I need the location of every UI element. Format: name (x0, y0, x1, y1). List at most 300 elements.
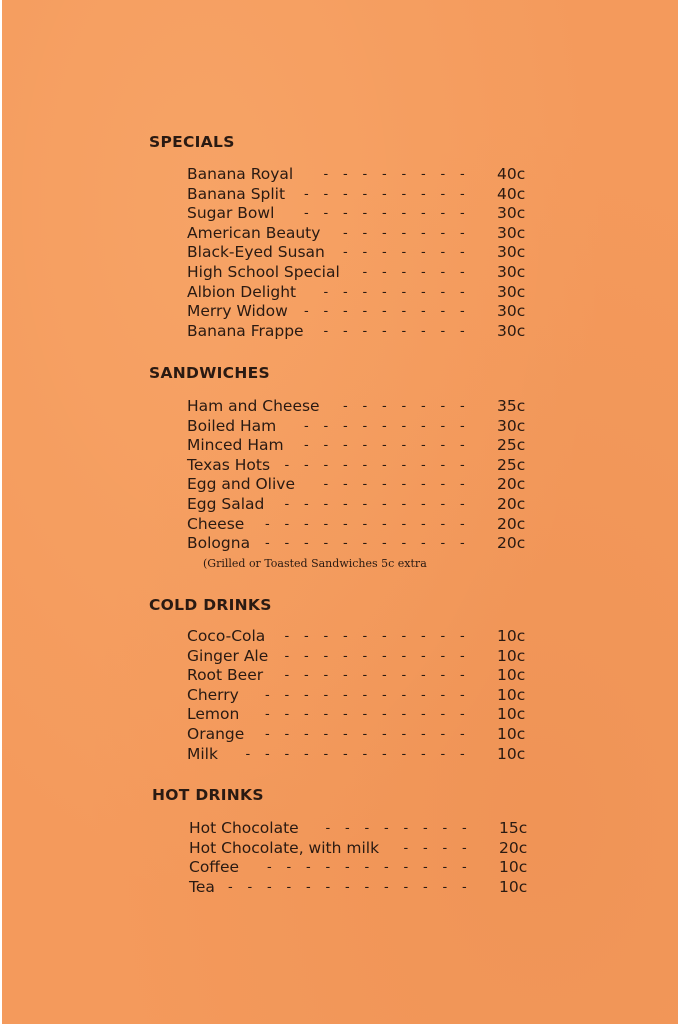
leader-dash: - (343, 707, 348, 723)
leader-dash: - (421, 284, 426, 300)
leader-dash: - (401, 516, 407, 532)
item-name: Egg and Olive (187, 475, 296, 494)
leader-dash: - (265, 746, 270, 762)
leader-dash: - (265, 687, 270, 703)
leader-dash: - (323, 687, 329, 703)
leader-dash: - (382, 707, 387, 723)
leader-dash: - (440, 284, 446, 300)
leader-dash: - (460, 477, 465, 493)
item-price: 30c (497, 321, 526, 340)
leader-dash: - (403, 879, 409, 895)
leader-dash: - (323, 206, 329, 222)
leader-dash: - (343, 536, 348, 552)
menu-item (189, 819, 534, 839)
menu-item (187, 322, 532, 342)
leader-dash: - (462, 879, 467, 895)
leader-dash: - (325, 879, 331, 895)
leader-dash: - (401, 496, 407, 512)
leader-dash: - (323, 516, 329, 532)
leader-dash: - (401, 668, 407, 684)
leader-dash: - (306, 879, 311, 895)
item-price: 30c (497, 262, 526, 281)
item-name: Albion Delight (187, 282, 297, 301)
leader-dash: - (323, 167, 329, 182)
leader-dash: - (421, 457, 426, 473)
leader-dash: - (304, 746, 309, 762)
leader-dash: - (382, 516, 387, 532)
leader-dash: - (421, 477, 426, 493)
leader-dash: - (401, 536, 407, 552)
leader-dash: - (384, 821, 389, 836)
leader-dash: - (362, 186, 368, 202)
leader-dash: - (306, 860, 311, 876)
leader-dash: - (382, 438, 387, 454)
leader-dash: - (343, 438, 348, 454)
item-price: 25c (497, 436, 526, 455)
leader-dash: - (284, 536, 290, 552)
leader-dash: - (304, 186, 309, 202)
leader-dash: - (362, 245, 368, 261)
leader-dash: - (460, 516, 465, 532)
item-price: 35c (497, 397, 526, 415)
item-name: Coffee (189, 858, 240, 877)
leader-dash: - (362, 167, 368, 182)
item-price: 10c (497, 646, 526, 665)
leader-dash: - (460, 167, 465, 182)
leader-dash: - (440, 245, 446, 261)
leader-dash: - (401, 648, 407, 664)
menu-item (187, 436, 532, 456)
leader-dash: - (460, 323, 465, 339)
leader-dash: - (440, 629, 446, 644)
leader-dash: - (423, 879, 428, 895)
item-name: Cheese (187, 514, 245, 533)
leader-dash: - (323, 323, 329, 339)
leader-dash: - (362, 496, 368, 512)
leader-dash: - (343, 225, 348, 241)
menu-item (187, 534, 532, 554)
leader-dash: - (382, 206, 387, 222)
menu-item (189, 858, 534, 878)
menu-item (187, 224, 532, 244)
leader-dash: - (462, 840, 467, 856)
section-title-hot-drinks: HOT DRINKS (152, 786, 264, 804)
leader-dash: - (323, 668, 329, 684)
leader-dash: - (403, 860, 409, 876)
leader-dash: - (401, 206, 407, 222)
leader-dash: - (440, 399, 446, 414)
leader-dash: - (421, 726, 426, 742)
leader-dash: - (265, 536, 270, 552)
leader-dash: - (440, 668, 446, 684)
leader-dash: - (440, 687, 446, 703)
leader-dash: - (440, 225, 446, 241)
section-title-cold-drinks: COLD DRINKS (149, 596, 272, 614)
leader-dash: - (345, 879, 350, 895)
hot-drinks-list (189, 819, 534, 897)
leader-dash: - (421, 648, 426, 664)
leader-dash: - (462, 821, 467, 836)
leader-dash: - (304, 668, 309, 684)
leader-dash: - (440, 304, 446, 320)
leader-dash: - (362, 536, 368, 552)
item-price: 30c (497, 416, 526, 435)
leader-dash: - (382, 536, 387, 552)
leader-dash: - (382, 477, 387, 493)
leader-dash: - (460, 304, 465, 320)
leader-dash: - (343, 648, 348, 664)
leader-dash: - (460, 496, 465, 512)
leader-dash: - (323, 496, 329, 512)
leader-dash: - (323, 304, 329, 320)
item-price: 30c (497, 282, 526, 301)
leader-dash: - (440, 264, 446, 280)
item-name: Orange (187, 724, 245, 743)
item-name: Hot Chocolate, with milk (189, 838, 380, 857)
leader-dash: - (421, 496, 426, 512)
leader-dash: - (267, 879, 272, 895)
item-price: 10c (499, 858, 528, 877)
item-price: 30c (497, 243, 526, 262)
leader-dash: - (304, 726, 309, 742)
leader-dash: - (364, 860, 370, 876)
leader-dash: - (286, 879, 292, 895)
leader-dash: - (421, 167, 426, 182)
section-title-sandwiches: SANDWICHES (149, 364, 270, 382)
menu-item (187, 283, 532, 303)
leader-dash: - (362, 687, 368, 703)
leader-dash: - (421, 225, 426, 241)
leader-dash: - (382, 687, 387, 703)
leader-dash: - (382, 418, 387, 434)
leader-dash: - (265, 726, 270, 742)
leader-dash: - (304, 496, 309, 512)
leader-dash: - (440, 536, 446, 552)
item-price: 10c (497, 666, 526, 685)
leader-dash: - (364, 821, 370, 836)
leader-dash: - (304, 687, 309, 703)
leader-dash: - (362, 206, 368, 222)
leader-dash: - (325, 821, 331, 836)
leader-dash: - (440, 418, 446, 434)
leader-dash: - (304, 648, 309, 664)
leader-dash: - (460, 225, 465, 241)
leader-dash: - (362, 516, 368, 532)
leader-dash: - (382, 457, 387, 473)
leader-dash: - (362, 399, 368, 414)
leader-dash: - (284, 629, 290, 644)
menu-item (187, 185, 532, 205)
menu-item (187, 165, 532, 185)
leader-dash: - (304, 536, 309, 552)
leader-dash: - (382, 668, 387, 684)
leader-dash: - (323, 284, 329, 300)
leader-dash: - (382, 648, 387, 664)
leader-dash: - (382, 225, 387, 241)
leader-dash: - (460, 668, 465, 684)
leader-dash: - (440, 707, 446, 723)
leader-dash: - (343, 668, 348, 684)
leader-dash: - (343, 746, 348, 762)
leader-dash: - (460, 687, 465, 703)
leader-dash: - (304, 629, 309, 644)
menu-item (187, 495, 532, 515)
leader-dash: - (382, 284, 387, 300)
leader-dash: - (323, 186, 329, 202)
item-name: Minced Ham (187, 436, 284, 455)
leader-dash: - (284, 457, 290, 473)
leader-dash: - (343, 323, 348, 339)
leader-dash: - (421, 418, 426, 434)
leader-dash: - (247, 879, 253, 895)
leader-dash: - (362, 477, 368, 493)
leader-dash: - (440, 167, 446, 182)
leader-dash: - (284, 668, 290, 684)
leader-dash: - (304, 457, 309, 473)
leader-dash: - (421, 264, 426, 280)
leader-dash: - (343, 516, 348, 532)
leader-dash: - (382, 186, 387, 202)
leader-dash: - (382, 304, 387, 320)
item-name: American Beauty (187, 223, 321, 242)
cold-drinks-list (187, 627, 532, 764)
leader-dash: - (401, 186, 407, 202)
leader-dash: - (343, 284, 348, 300)
leader-dash: - (403, 821, 409, 836)
leader-dash: - (401, 726, 407, 742)
leader-dash: - (460, 186, 465, 202)
leader-dash: - (284, 726, 290, 742)
leader-dash: - (423, 860, 428, 876)
item-price: 15c (499, 819, 528, 837)
item-price: 20c (497, 534, 526, 553)
leader-dash: - (228, 879, 233, 895)
item-name: Banana Royal (187, 165, 294, 183)
menu-item (187, 243, 532, 263)
leader-dash: - (421, 746, 426, 762)
leader-dash: - (362, 264, 368, 280)
leader-dash: - (421, 516, 426, 532)
item-name: Black-Eyed Susan (187, 243, 325, 262)
leader-dash: - (323, 477, 329, 493)
leader-dash: - (423, 821, 428, 836)
leader-dash: - (401, 284, 407, 300)
leader-dash: - (460, 629, 465, 644)
leader-dash: - (440, 496, 446, 512)
leader-dash: - (265, 516, 270, 532)
item-name: Milk (187, 744, 218, 763)
item-name: Root Beer (187, 666, 264, 685)
leader-dash: - (401, 687, 407, 703)
item-price: 20c (497, 494, 526, 513)
leader-dash: - (440, 457, 446, 473)
menu-page (2, 0, 678, 1024)
leader-dash: - (343, 687, 348, 703)
item-name: Ginger Ale (187, 646, 269, 665)
leader-dash: - (401, 438, 407, 454)
item-price: 30c (497, 302, 526, 321)
leader-dash: - (345, 860, 350, 876)
sandwich-note: (Grilled or Toasted Sandwiches 5c extra (203, 557, 427, 570)
leader-dash: - (343, 726, 348, 742)
leader-dash: - (343, 418, 348, 434)
menu-item (187, 204, 532, 224)
leader-dash: - (440, 726, 446, 742)
item-price: 30c (497, 204, 526, 223)
leader-dash: - (382, 746, 387, 762)
item-price: 40c (497, 184, 526, 203)
leader-dash: - (382, 629, 387, 644)
leader-dash: - (401, 304, 407, 320)
leader-dash: - (362, 726, 368, 742)
item-price: 10c (497, 724, 526, 743)
leader-dash: - (460, 746, 465, 762)
leader-dash: - (362, 323, 368, 339)
item-name: Banana Frappe (187, 321, 304, 340)
leader-dash: - (401, 707, 407, 723)
leader-dash: - (382, 167, 387, 182)
leader-dash: - (460, 536, 465, 552)
leader-dash: - (421, 629, 426, 644)
leader-dash: - (323, 707, 329, 723)
leader-dash: - (284, 648, 290, 664)
leader-dash: - (421, 536, 426, 552)
leader-dash: - (442, 879, 448, 895)
leader-dash: - (343, 167, 348, 182)
item-price: 10c (497, 705, 526, 724)
leader-dash: - (323, 726, 329, 742)
leader-dash: - (401, 746, 407, 762)
leader-dash: - (286, 860, 292, 876)
leader-dash: - (382, 323, 387, 339)
leader-dash: - (345, 821, 350, 836)
leader-dash: - (362, 707, 368, 723)
leader-dash: - (343, 206, 348, 222)
leader-dash: - (460, 457, 465, 473)
leader-dash: - (362, 629, 368, 644)
leader-dash: - (401, 418, 407, 434)
leader-dash: - (421, 245, 426, 261)
leader-dash: - (343, 399, 348, 414)
leader-dash: - (362, 648, 368, 664)
leader-dash: - (440, 323, 446, 339)
item-price: 20c (497, 514, 526, 533)
leader-dash: - (421, 206, 426, 222)
leader-dash: - (267, 860, 272, 876)
menu-item (187, 417, 532, 437)
item-price: 10c (497, 685, 526, 704)
leader-dash: - (440, 206, 446, 222)
item-name: Banana Split (187, 184, 286, 203)
leader-dash: - (460, 284, 465, 300)
leader-dash: - (323, 457, 329, 473)
leader-dash: - (265, 707, 270, 723)
leader-dash: - (304, 206, 309, 222)
leader-dash: - (304, 438, 309, 454)
leader-dash: - (325, 860, 331, 876)
leader-dash: - (343, 457, 348, 473)
leader-dash: - (421, 399, 426, 414)
menu-item (187, 666, 532, 686)
leader-dash: - (343, 186, 348, 202)
item-name: Coco-Cola (187, 627, 266, 645)
menu-item (189, 878, 534, 898)
leader-dash: - (460, 245, 465, 261)
leader-dash: - (364, 879, 370, 895)
specials-list (187, 165, 532, 341)
leader-dash: - (440, 746, 446, 762)
leader-dash: - (401, 399, 407, 414)
menu-item (187, 705, 532, 725)
leader-dash: - (440, 477, 446, 493)
menu-item (187, 456, 532, 476)
leader-dash: - (401, 629, 407, 644)
menu-item (187, 397, 532, 417)
leader-dash: - (245, 746, 251, 762)
leader-dash: - (460, 438, 465, 454)
leader-dash: - (382, 399, 387, 414)
section-title-specials: SPECIALS (149, 133, 235, 151)
leader-dash: - (401, 225, 407, 241)
menu-item (189, 839, 534, 859)
menu-item (187, 302, 532, 322)
leader-dash: - (421, 707, 426, 723)
leader-dash: - (304, 516, 309, 532)
leader-dash: - (343, 496, 348, 512)
leader-dash: - (460, 399, 465, 414)
leader-dash: - (442, 860, 448, 876)
item-price: 40c (497, 165, 526, 183)
sandwiches-list (187, 397, 532, 554)
menu-item (187, 263, 532, 283)
menu-item (187, 686, 532, 706)
item-name: Texas Hots (187, 455, 271, 474)
leader-dash: - (284, 496, 290, 512)
leader-dash: - (401, 245, 407, 261)
leader-dash: - (362, 457, 368, 473)
menu-item (187, 745, 532, 765)
item-price: 20c (499, 838, 528, 857)
leader-dash: - (421, 687, 426, 703)
menu-item (187, 515, 532, 535)
leader-dash: - (343, 477, 348, 493)
leader-dash: - (362, 668, 368, 684)
leader-dash: - (362, 225, 368, 241)
leader-dash: - (460, 707, 465, 723)
leader-dash: - (304, 707, 309, 723)
leader-dash: - (382, 726, 387, 742)
item-name: Bologna (187, 534, 251, 553)
leader-dash: - (323, 438, 329, 454)
menu-item (187, 475, 532, 495)
leader-dash: - (442, 840, 448, 856)
leader-dash: - (304, 418, 309, 434)
leader-dash: - (460, 648, 465, 664)
leader-dash: - (362, 418, 368, 434)
leader-dash: - (362, 746, 368, 762)
leader-dash: - (323, 536, 329, 552)
item-price: 25c (497, 455, 526, 474)
leader-dash: - (343, 304, 348, 320)
menu-item (187, 647, 532, 667)
leader-dash: - (284, 516, 290, 532)
item-name: High School Special (187, 262, 340, 281)
leader-dash: - (362, 284, 368, 300)
leader-dash: - (423, 840, 428, 856)
item-price: 20c (497, 475, 526, 494)
leader-dash: - (382, 496, 387, 512)
leader-dash: - (384, 879, 389, 895)
